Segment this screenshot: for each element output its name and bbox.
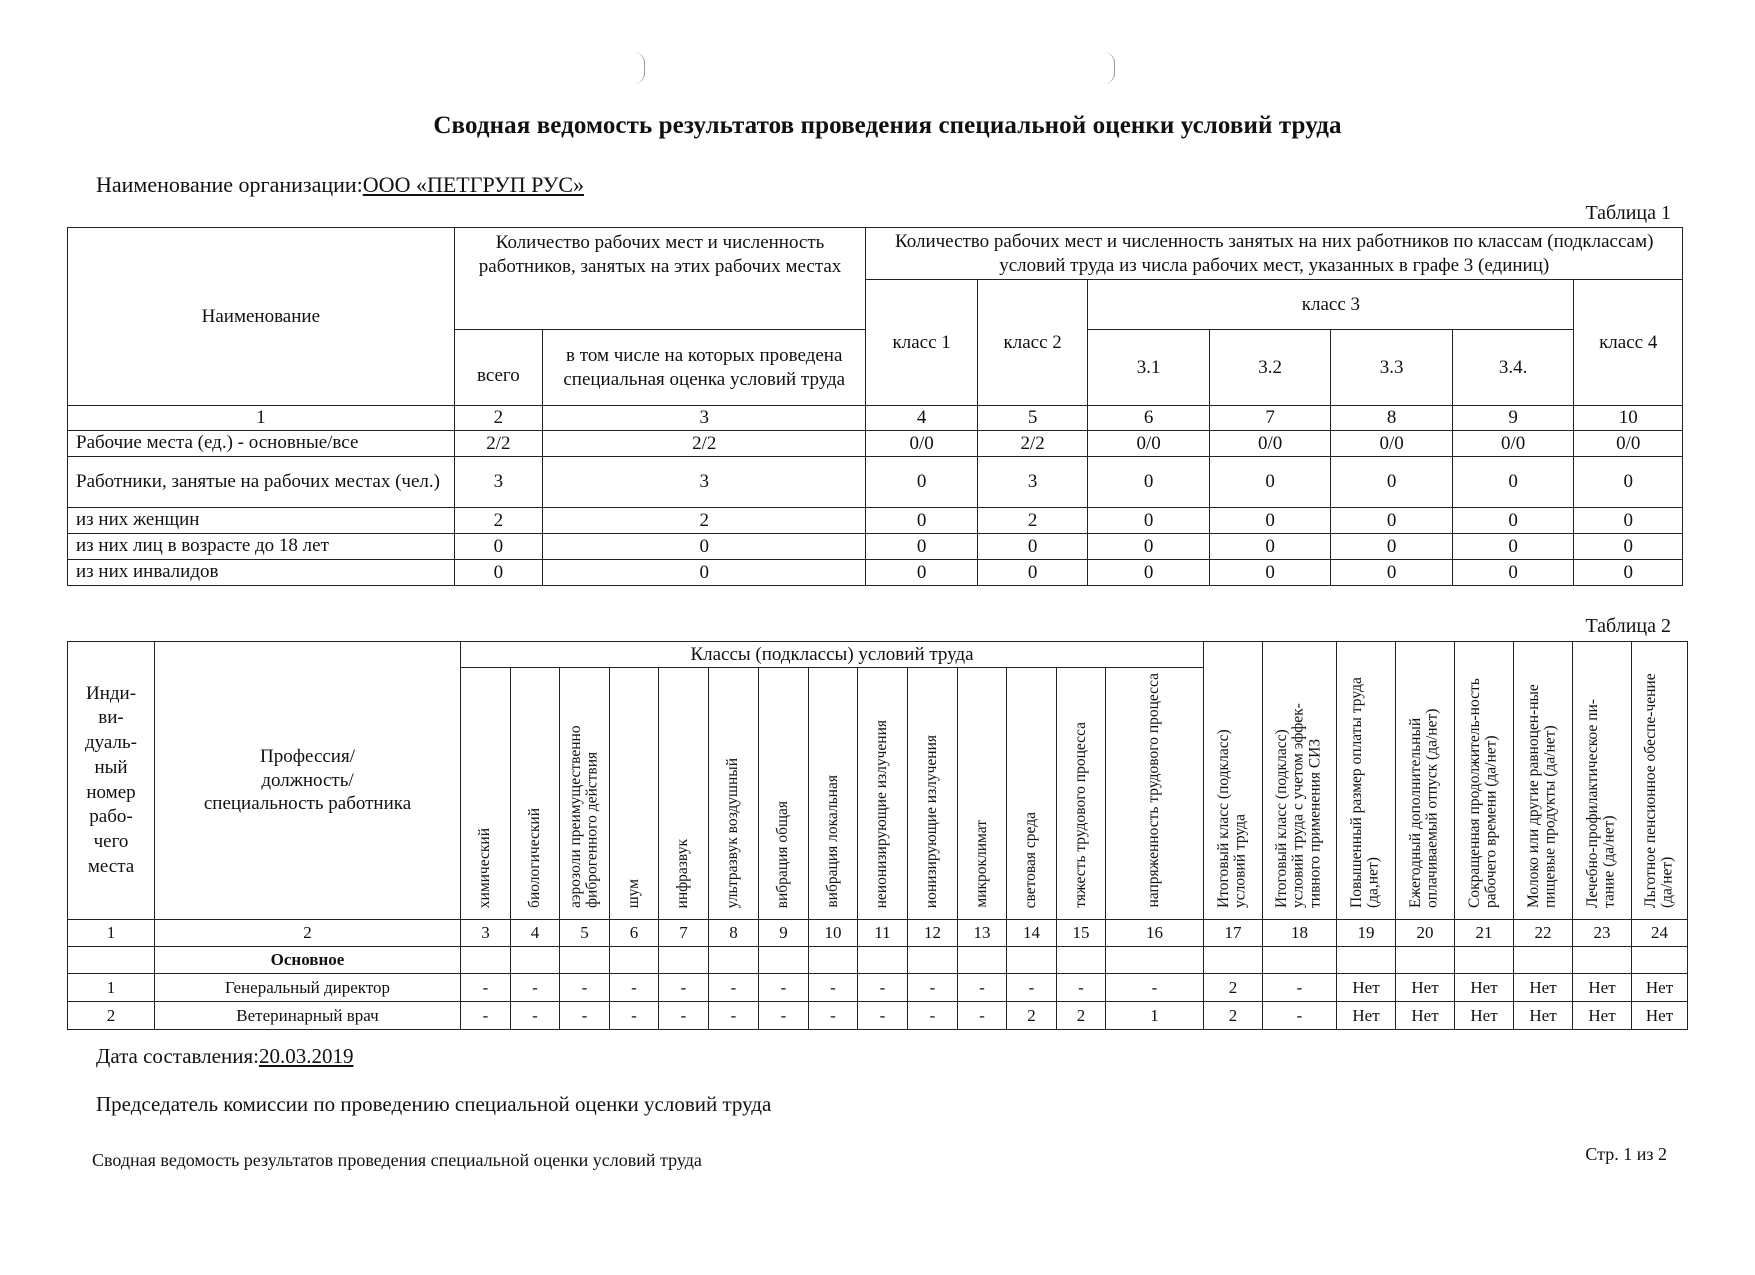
column-number: 13 [958, 920, 1007, 947]
row-label: из них лиц в возрасте до 18 лет [68, 534, 455, 560]
cell: 3 [977, 457, 1087, 508]
organization-label: Наименование организации: [96, 172, 363, 197]
column-number: 8 [1331, 406, 1453, 431]
cell: - [1007, 974, 1057, 1002]
header-factor: инфразвук [659, 668, 709, 920]
organization-line [96, 172, 600, 198]
column-number: 23 [1573, 920, 1632, 947]
header-sub-3-4: 3.4. [1452, 330, 1574, 406]
header-extra: Итоговый класс (подкласс) условий труда [1204, 642, 1263, 920]
header-group-b: Количество рабочих мест и численность занятых на них работников по классам (подклассам) условий труда из числа рабочих мест, указанных в графе 3 (единиц) [866, 228, 1683, 280]
column-number: 18 [1263, 920, 1337, 947]
cell: Нет [1396, 974, 1455, 1002]
empty-cell [1057, 947, 1106, 974]
column-numbers-row [68, 920, 1688, 947]
empty-cell [511, 947, 560, 974]
header-class2: класс 2 [977, 280, 1087, 406]
empty-cell [908, 947, 958, 974]
cell: - [809, 974, 858, 1002]
cell: - [461, 974, 511, 1002]
empty-cell [1514, 947, 1573, 974]
cell: 2 [1204, 1002, 1263, 1030]
scan-mark [1104, 52, 1115, 84]
empty-cell [610, 947, 659, 974]
cell: - [560, 974, 610, 1002]
column-number: 2 [454, 406, 542, 431]
cell: 1 [1106, 1002, 1204, 1030]
cell: - [1263, 974, 1337, 1002]
chairman-line: Председатель комиссии по проведению специальной оценки условий труда [96, 1092, 772, 1116]
column-number: 20 [1396, 920, 1455, 947]
cell: 0 [1574, 457, 1683, 508]
header-total: всего [454, 330, 542, 406]
date-value: 20.03.2019 [258, 1044, 354, 1068]
cell: - [759, 1002, 809, 1030]
cell: 2 [454, 508, 542, 534]
empty-cell [1396, 947, 1455, 974]
workplaces-table [67, 641, 1688, 1030]
document-title: Сводная ведомость результатов проведения специальной оценки условий труда [433, 112, 1342, 139]
empty-cell [709, 947, 759, 974]
organization-name: ООО «ПЕТГРУП РУС» [362, 172, 585, 197]
row-label: Работники, занятые на рабочих местах (чел.) [68, 457, 455, 508]
profession: Ветеринарный врач [155, 1002, 461, 1030]
cell: 0 [1209, 560, 1331, 586]
cell: - [709, 974, 759, 1002]
column-number: 24 [1632, 920, 1688, 947]
header-extra: Сокращенная продолжитель-ность рабочего времени (да/нет) [1455, 642, 1514, 920]
row-label: из них женщин [68, 508, 455, 534]
column-number: 7 [1209, 406, 1331, 431]
header-classes: Классы (подклассы) условий труда [461, 642, 1204, 668]
cell: 0/0 [1088, 431, 1210, 457]
column-number: 9 [1452, 406, 1574, 431]
header-assessed: в том числе на которых проведена специальная оценка условий труда [543, 330, 866, 406]
header-factor: вибрация общая [759, 668, 809, 920]
cell: Нет [1632, 974, 1688, 1002]
empty-cell [759, 947, 809, 974]
cell: 0 [1331, 534, 1453, 560]
column-number: 8 [709, 920, 759, 947]
cell: - [858, 1002, 908, 1030]
cell: 0/0 [1209, 431, 1331, 457]
header-factor: химический [461, 668, 511, 920]
header-sub-3-1: 3.1 [1088, 330, 1210, 406]
cell: - [610, 1002, 659, 1030]
column-number: 1 [68, 406, 455, 431]
table-row [68, 534, 1683, 560]
column-number: 2 [155, 920, 461, 947]
empty-cell [68, 947, 155, 974]
empty-cell [1573, 947, 1632, 974]
header-factor: тяжесть трудового процесса [1057, 668, 1106, 920]
cell: 0 [1088, 560, 1210, 586]
empty-cell [461, 947, 511, 974]
header-factor: микроклимат [958, 668, 1007, 920]
column-number: 5 [977, 406, 1087, 431]
cell: Нет [1455, 1002, 1514, 1030]
cell: 0 [454, 560, 542, 586]
cell: - [1057, 974, 1106, 1002]
cell: 2/2 [454, 431, 542, 457]
cell: 0 [1452, 560, 1574, 586]
summary-table [67, 227, 1683, 586]
cell: 3 [543, 457, 866, 508]
column-number: 6 [1088, 406, 1210, 431]
cell: 0 [1574, 534, 1683, 560]
workplace-number: 1 [68, 974, 155, 1002]
cell: 0 [1088, 457, 1210, 508]
column-number: 10 [809, 920, 858, 947]
cell: Нет [1337, 974, 1396, 1002]
table-row [68, 1002, 1688, 1030]
cell: Нет [1514, 974, 1573, 1002]
cell: Нет [1573, 1002, 1632, 1030]
header-factor: неионизирующие излучения [858, 668, 908, 920]
header-extra: Молоко или другие равноцен-ные пищевые продукты (да/нет) [1514, 642, 1573, 920]
cell: 2/2 [977, 431, 1087, 457]
column-number: 19 [1337, 920, 1396, 947]
cell: 0 [866, 560, 977, 586]
table-row [68, 431, 1683, 457]
column-number: 5 [560, 920, 610, 947]
cell: 0/0 [866, 431, 977, 457]
cell: 3 [454, 457, 542, 508]
header-class4: класс 4 [1574, 280, 1683, 406]
cell: Нет [1337, 1002, 1396, 1030]
workplace-number: 2 [68, 1002, 155, 1030]
cell: 0 [1574, 508, 1683, 534]
table-row [68, 560, 1683, 586]
column-number: 21 [1455, 920, 1514, 947]
cell: - [958, 974, 1007, 1002]
empty-cell [1263, 947, 1337, 974]
header-extra: Льготное пенсионное обеспе-чение (да/нет) [1632, 642, 1688, 920]
header-class3: класс 3 [1088, 280, 1574, 330]
cell: Нет [1455, 974, 1514, 1002]
empty-cell [1455, 947, 1514, 974]
column-number: 15 [1057, 920, 1106, 947]
cell: 0 [1331, 508, 1453, 534]
scan-mark [634, 52, 645, 84]
cell: - [1106, 974, 1204, 1002]
header-factor: вибрация локальная [809, 668, 858, 920]
cell: 2/2 [543, 431, 866, 457]
cell: 0 [866, 534, 977, 560]
header-factor: биологический [511, 668, 560, 920]
empty-cell [809, 947, 858, 974]
cell: 0 [543, 534, 866, 560]
profession: Генеральный директор [155, 974, 461, 1002]
empty-cell [858, 947, 908, 974]
header-factor: шум [610, 668, 659, 920]
cell: 0 [1088, 534, 1210, 560]
column-numbers-row [68, 406, 1683, 431]
column-number: 16 [1106, 920, 1204, 947]
table2-label: Таблица 2 [1585, 615, 1671, 637]
page-footer: Сводная ведомость результатов проведения специальной оценки условий труда [92, 1150, 702, 1170]
column-number: 3 [461, 920, 511, 947]
empty-cell [958, 947, 1007, 974]
header-factor: световая среда [1007, 668, 1057, 920]
empty-cell [1007, 947, 1057, 974]
table-row [68, 974, 1688, 1002]
cell: 0 [454, 534, 542, 560]
header-group-a: Количество рабочих мест и численность работников, занятых на этих рабочих местах [454, 228, 866, 330]
empty-cell [659, 947, 709, 974]
empty-cell [1632, 947, 1688, 974]
header-extra: Лечебно-профилактическое пи-тание (да/нет) [1573, 642, 1632, 920]
cell: Нет [1514, 1002, 1573, 1030]
header-extra: Ежегодный дополнительный оплачиваемый отпуск (да/нет) [1396, 642, 1455, 920]
column-number: 1 [68, 920, 155, 947]
header-workplace-number: Инди- ви- дуаль- ный номер рабо- чего места [68, 642, 155, 920]
cell: - [908, 974, 958, 1002]
cell: 0 [1331, 560, 1453, 586]
empty-cell [1337, 947, 1396, 974]
cell: - [759, 974, 809, 1002]
column-number: 9 [759, 920, 809, 947]
cell: 2 [977, 508, 1087, 534]
header-factor: ультразвук воздушный [709, 668, 759, 920]
cell: 0 [977, 560, 1087, 586]
row-label: из них инвалидов [68, 560, 455, 586]
cell: - [709, 1002, 759, 1030]
cell: 0 [977, 534, 1087, 560]
table-row [68, 457, 1683, 508]
cell: 0 [1574, 560, 1683, 586]
cell: - [610, 974, 659, 1002]
cell: 0 [543, 560, 866, 586]
cell: - [560, 1002, 610, 1030]
cell: 0 [1331, 457, 1453, 508]
header-sub-3-3: 3.3 [1331, 330, 1453, 406]
cell: - [1263, 1002, 1337, 1030]
empty-cell [1106, 947, 1204, 974]
cell: Нет [1632, 1002, 1688, 1030]
cell: - [659, 1002, 709, 1030]
cell: - [511, 1002, 560, 1030]
cell: - [511, 974, 560, 1002]
column-number: 11 [858, 920, 908, 947]
section-row [68, 947, 1688, 974]
cell: 0 [1209, 508, 1331, 534]
column-number: 7 [659, 920, 709, 947]
row-label: Рабочие места (ед.) - основные/все [68, 431, 455, 457]
column-number: 3 [543, 406, 866, 431]
column-number: 4 [866, 406, 977, 431]
column-number: 12 [908, 920, 958, 947]
column-number: 14 [1007, 920, 1057, 947]
cell: 0 [1088, 508, 1210, 534]
page-number: Стр. 1 из 2 [1585, 1144, 1667, 1164]
cell: - [858, 974, 908, 1002]
empty-cell [1204, 947, 1263, 974]
header-sub-3-2: 3.2 [1209, 330, 1331, 406]
column-number: 17 [1204, 920, 1263, 947]
cell: 0 [1452, 508, 1574, 534]
cell: - [958, 1002, 1007, 1030]
date-label: Дата составления: [96, 1044, 259, 1068]
header-factor: ионизирующие излучения [908, 668, 958, 920]
header-factor: напряженность трудового процесса [1106, 668, 1204, 920]
cell: 0 [1209, 534, 1331, 560]
cell: 0 [866, 457, 977, 508]
column-number: 4 [511, 920, 560, 947]
cell: - [461, 1002, 511, 1030]
header-extra: Повышенный размер оплаты труда (да,нет) [1337, 642, 1396, 920]
cell: - [659, 974, 709, 1002]
header-class1: класс 1 [866, 280, 977, 406]
header-extra: Итоговый класс (подкласс) условий труда с учетом эффек-тивного применения СИЗ [1263, 642, 1337, 920]
header-profession: Профессия/ должность/ специальность работника [155, 642, 461, 920]
cell: 0/0 [1331, 431, 1453, 457]
cell: 0/0 [1574, 431, 1683, 457]
cell: 0 [1452, 534, 1574, 560]
cell: 2 [1204, 974, 1263, 1002]
header-factor: аэрозоли преимущественно фиброгенного действия [560, 668, 610, 920]
cell: 0 [1452, 457, 1574, 508]
cell: 2 [543, 508, 866, 534]
cell: 0 [866, 508, 977, 534]
cell: - [908, 1002, 958, 1030]
empty-cell [560, 947, 610, 974]
date-line [96, 1044, 359, 1069]
column-number: 22 [1514, 920, 1573, 947]
cell: 0/0 [1452, 431, 1574, 457]
cell: 0 [1209, 457, 1331, 508]
cell: - [809, 1002, 858, 1030]
column-number: 6 [610, 920, 659, 947]
cell: 2 [1057, 1002, 1106, 1030]
column-number: 10 [1574, 406, 1683, 431]
table-row [68, 508, 1683, 534]
cell: 2 [1007, 1002, 1057, 1030]
cell: Нет [1396, 1002, 1455, 1030]
header-name: Наименование [68, 228, 455, 406]
section-label: Основное [155, 947, 461, 974]
table1-label: Таблица 1 [1585, 202, 1671, 224]
cell: Нет [1573, 974, 1632, 1002]
